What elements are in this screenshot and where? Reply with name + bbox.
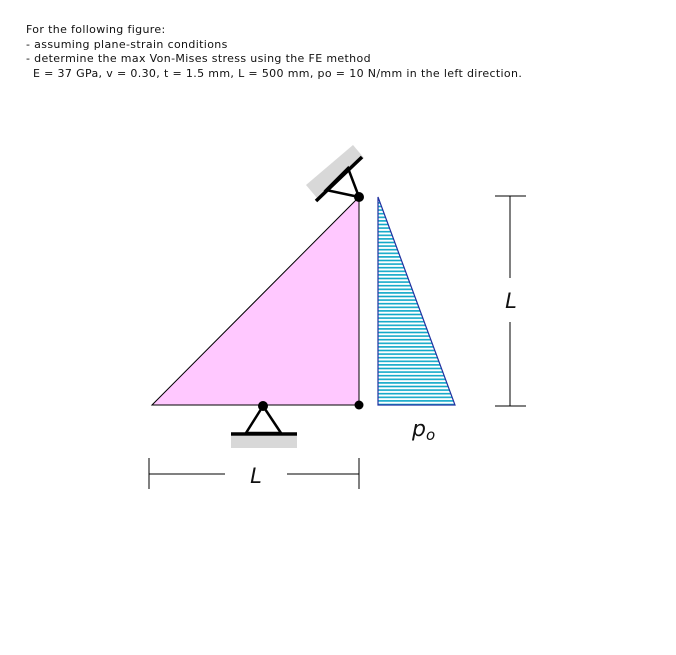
problem-bullet-von-mises: - determine the max Von-Mises stress using the FE method (26, 52, 371, 66)
bottom-pin-support (231, 401, 297, 448)
top-node (354, 192, 364, 202)
distributed-load (378, 197, 455, 405)
problem-bullet-plane-strain: - assuming plane-strain conditions (26, 37, 228, 51)
problem-intro: For the following figure: (26, 23, 166, 36)
triangular-plate (152, 197, 359, 405)
problem-parameters: E = 37 GPa, v = 0.30, t = 1.5 mm, L = 500 mm, po = 10 N/mm in the left direction. (33, 66, 523, 80)
horizontal-dimension-label: L (250, 464, 262, 488)
load-label-main: p (412, 417, 426, 442)
bottom-node (258, 401, 268, 411)
bottom-support-ground (231, 436, 297, 448)
corner-node (355, 401, 364, 410)
top-pin-support (306, 145, 364, 202)
load-label (411, 417, 435, 444)
vertical-dimension-label: L (505, 289, 517, 313)
load-label-subscript: o (425, 426, 436, 444)
